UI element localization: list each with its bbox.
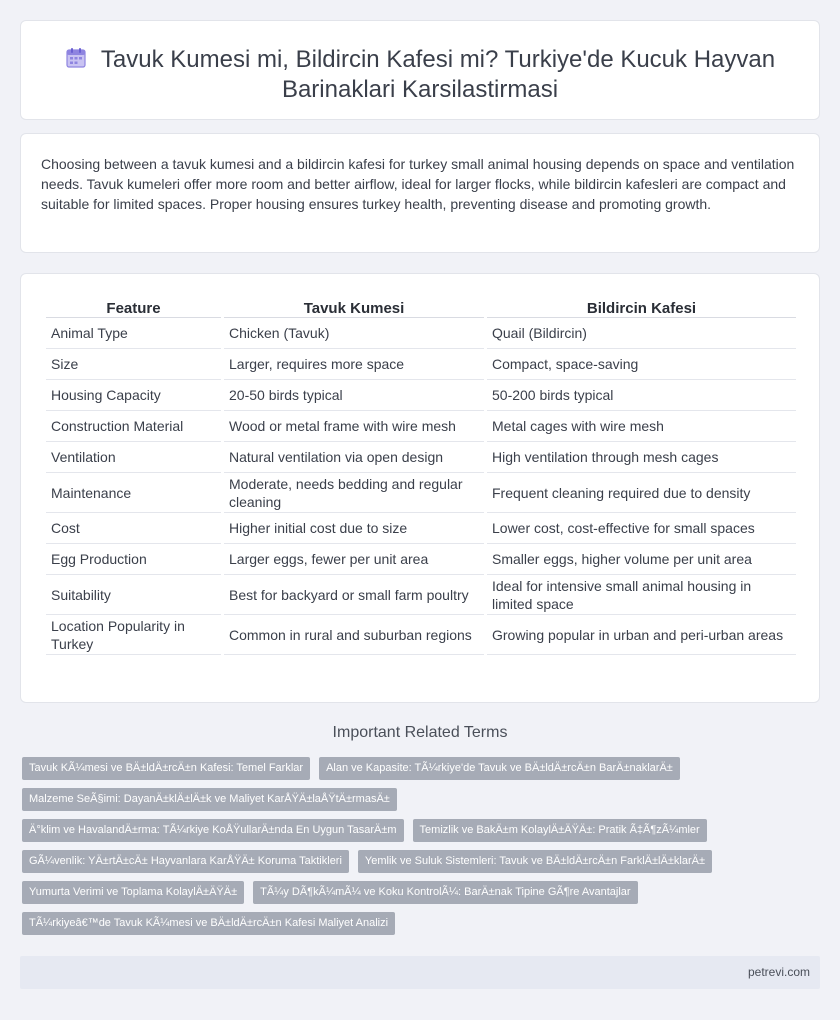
table-cell: Suitability [46, 575, 221, 615]
table-row [46, 575, 796, 615]
table-cell: Frequent cleaning required due to density [487, 473, 796, 513]
table-cell: High ventilation through mesh cages [487, 442, 796, 473]
related-term-tag[interactable]: Temizlik ve BakÄ±m KolaylÄ±ÄŸÄ±: Pratik Ã‡Ã¶zÃ¼mler [413, 819, 707, 842]
table-cell: Maintenance [46, 473, 221, 513]
header-tavuk-kumesi: Tavuk Kumesi [224, 296, 484, 318]
table-cell: Chicken (Tavuk) [224, 318, 484, 349]
table-row [46, 615, 796, 655]
related-term-tag[interactable]: GÃ¼venlik: YÄ±rtÄ±cÄ± Hayvanlara KarÅŸÄ± Koruma Taktikleri [22, 850, 349, 873]
related-term-tag[interactable]: Alan ve Kapasite: TÃ¼rkiye'de Tavuk ve BÄ±ldÄ±rcÄ±n BarÄ±naklarÄ± [319, 757, 680, 780]
table-cell: Egg Production [46, 544, 221, 575]
table-row [46, 442, 796, 473]
table-cell: Compact, space-saving [487, 349, 796, 380]
table-cell: Higher initial cost due to size [224, 513, 484, 544]
footer [20, 956, 820, 989]
table-header-row [46, 296, 796, 318]
related-term-tag[interactable]: Ä°klim ve HavalandÄ±rma: TÃ¼rkiye KoÅŸullarÄ±nda En Uygun TasarÄ±m [22, 819, 404, 842]
page-title [21, 45, 819, 105]
table-cell: Natural ventilation via open design [224, 442, 484, 473]
footer-site-link[interactable]: petrevi.com [747, 965, 810, 979]
table-cell: Smaller eggs, higher volume per unit area [487, 544, 796, 575]
comparison-card [20, 273, 820, 703]
table-cell: Growing popular in urban and peri-urban areas [487, 615, 796, 655]
table-row [46, 318, 796, 349]
table-cell: Quail (Bildircin) [487, 318, 796, 349]
related-term-tag[interactable]: Yemlik ve Suluk Sistemleri: Tavuk ve BÄ±ldÄ±rcÄ±n FarklÄ±lÄ±klarÄ± [358, 850, 712, 873]
header-feature: Feature [46, 296, 221, 318]
table-cell: Wood or metal frame with wire mesh [224, 411, 484, 442]
table-cell: Moderate, needs bedding and regular cleaning [224, 473, 484, 513]
table-cell: Larger, requires more space [224, 349, 484, 380]
table-cell: Animal Type [46, 318, 221, 349]
table-row [46, 380, 796, 411]
calendar-icon [65, 47, 87, 69]
table-row [46, 473, 796, 513]
table-cell: Construction Material [46, 411, 221, 442]
table-row [46, 544, 796, 575]
table-cell: Location Popularity in Turkey [46, 615, 221, 655]
related-terms-heading: Important Related Terms [332, 724, 508, 741]
table-cell: 50-200 birds typical [487, 380, 796, 411]
header-bildircin-kafesi: Bildircin Kafesi [487, 296, 796, 318]
table-row [46, 349, 796, 380]
related-term-tag[interactable]: TÃ¼y DÃ¶kÃ¼mÃ¼ ve Koku KontrolÃ¼: BarÄ±nak Tipine GÃ¶re Avantajlar [253, 881, 637, 904]
table-cell: Metal cages with wire mesh [487, 411, 796, 442]
related-term-tag[interactable]: TÃ¼rkiyeâ€™de Tavuk KÃ¼mesi ve BÄ±ldÄ±rcÄ±n Kafesi Maliyet Analizi [22, 912, 395, 935]
table-cell: Housing Capacity [46, 380, 221, 411]
table-cell: Cost [46, 513, 221, 544]
table-cell: Lower cost, cost-effective for small spaces [487, 513, 796, 544]
table-cell: Common in rural and suburban regions [224, 615, 484, 655]
table-cell: 20-50 birds typical [224, 380, 484, 411]
table-cell: Ventilation [46, 442, 221, 473]
table-cell: Larger eggs, fewer per unit area [224, 544, 484, 575]
table-cell: Size [46, 349, 221, 380]
intro-paragraph: Choosing between a tavuk kumesi and a bildircin kafesi for turkey small animal housing depends on space and ventilation needs. Tavuk kumeleri offer more room and better airflow, ideal for larger flocks, while bildircin kafesleri are compact and suitable for limited spaces. Proper housing ensures turkey health, preventing disease and promoting growth. [41, 156, 795, 212]
table-row [46, 411, 796, 442]
related-terms-list [22, 757, 822, 943]
table-cell: Best for backyard or small farm poultry [224, 575, 484, 615]
table-row [46, 513, 796, 544]
intro-card [20, 133, 820, 253]
related-term-tag[interactable]: Tavuk KÃ¼mesi ve BÄ±ldÄ±rcÄ±n Kafesi: Temel Farklar [22, 757, 310, 780]
title-card [20, 20, 820, 120]
page-title-text: Tavuk Kumesi mi, Bildircin Kafesi mi? Turkiye'de Kucuk Hayvan Barinaklari Karsilastirmasi [100, 46, 776, 103]
table-cell: Ideal for intensive small animal housing in limited space [487, 575, 796, 615]
related-term-tag[interactable]: Yumurta Verimi ve Toplama KolaylÄ±ÄŸÄ± [22, 881, 244, 904]
comparison-table [43, 296, 799, 655]
related-term-tag[interactable]: Malzeme SeÃ§imi: DayanÄ±klÄ±lÄ±k ve Maliyet KarÅŸÄ±laÅŸtÄ±rmasÄ± [22, 788, 397, 811]
